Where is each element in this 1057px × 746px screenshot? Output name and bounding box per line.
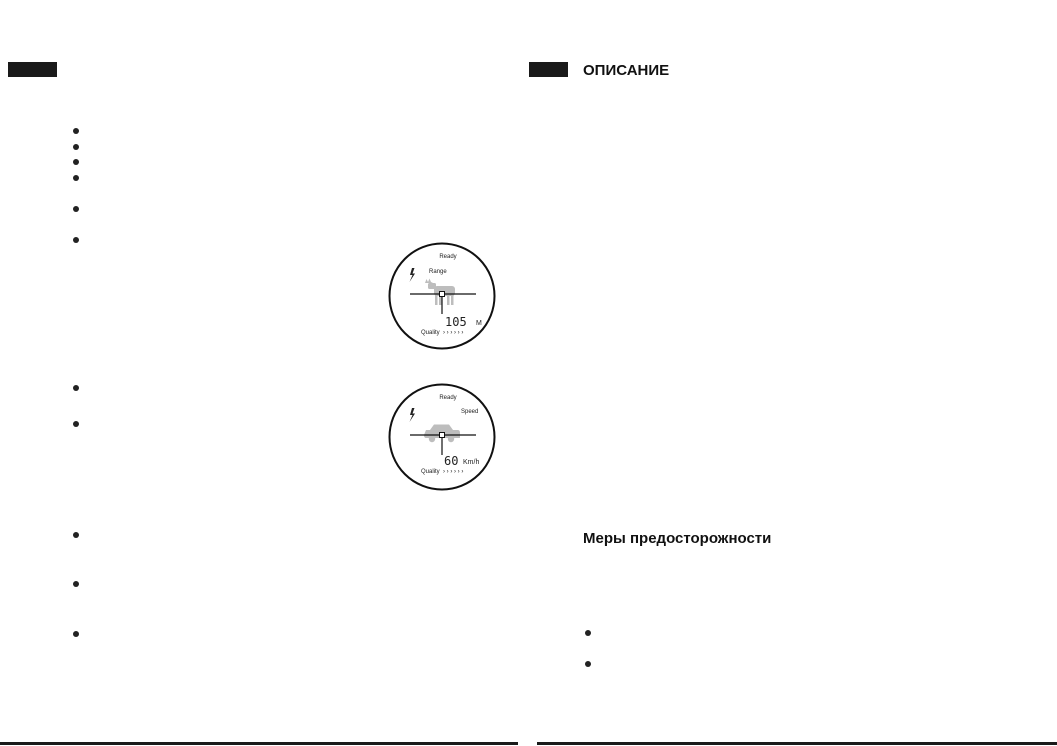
bullet bbox=[585, 661, 591, 667]
scope-display-range bbox=[388, 242, 496, 350]
range-value: 105 bbox=[445, 315, 467, 329]
bullet bbox=[73, 385, 79, 391]
mode-label: Speed bbox=[461, 409, 479, 415]
bullet bbox=[585, 630, 591, 636]
section-tab-right bbox=[529, 62, 568, 77]
quality-label: Quality bbox=[421, 469, 440, 475]
speed-unit: Km/h bbox=[463, 459, 480, 466]
lightning-bolt-icon bbox=[410, 408, 416, 422]
bullet bbox=[73, 237, 79, 243]
speed-value: 60 bbox=[444, 454, 459, 468]
bullet bbox=[73, 581, 79, 587]
bullet bbox=[73, 206, 79, 212]
mode-label: Range bbox=[429, 269, 447, 275]
page-bottom-edge-left bbox=[0, 742, 518, 745]
section-title: ОПИСАНИЕ bbox=[583, 62, 670, 79]
scope-display-speed bbox=[388, 383, 496, 491]
bullet bbox=[73, 175, 79, 181]
section-tab-left bbox=[8, 62, 57, 77]
range-unit: M bbox=[476, 320, 482, 327]
quality-arrows: › › › › › › bbox=[443, 469, 464, 475]
page-bottom-edge-right bbox=[537, 742, 1057, 745]
bullet bbox=[73, 128, 79, 134]
status-ready-label: Ready bbox=[439, 395, 457, 401]
bullet bbox=[73, 421, 79, 427]
quality-arrows: › › › › › › bbox=[443, 330, 464, 336]
bullet bbox=[73, 144, 79, 150]
lightning-bolt-icon bbox=[410, 268, 416, 282]
status-ready-label: Ready bbox=[439, 254, 457, 260]
bullet bbox=[73, 532, 79, 538]
bullet bbox=[73, 159, 79, 165]
precautions-title: Меры предосторожности bbox=[583, 530, 772, 547]
quality-label: Quality bbox=[421, 330, 440, 336]
bullet bbox=[73, 631, 79, 637]
